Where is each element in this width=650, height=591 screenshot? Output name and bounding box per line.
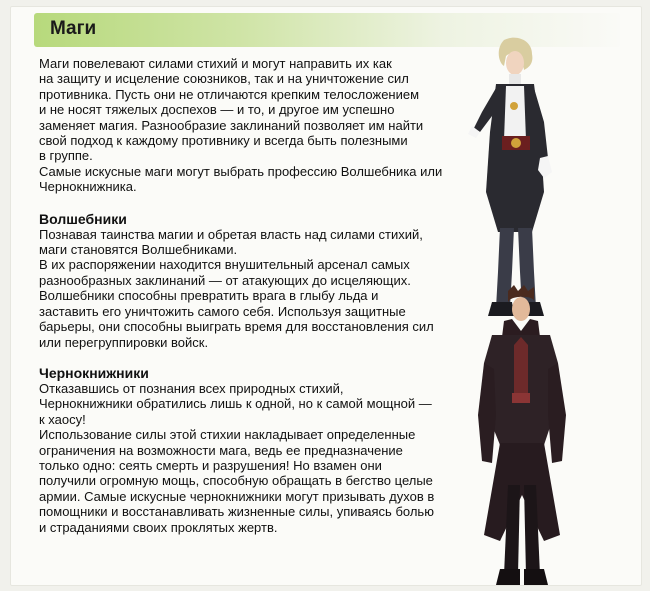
text-line: Самые искусные маги могут выбрать профессию Волшебника или [39,163,443,179]
text-line: или перегруппировки войск. [39,334,209,350]
warlocks-paragraph [39,381,444,535]
text-line: и страданиями своих проклятых жертв. [39,519,278,535]
warlock-character-image [474,285,569,587]
text-line: барьеры, они способны выиграть время для восстановления сил [39,319,434,335]
text-line: к хаосу! [39,411,86,427]
text-line: Использование силы этой стихии накладывает определенные [39,427,416,443]
warlocks-heading: Чернокнижники [39,364,149,381]
text-line: заменяет магия. Разнообразие заклинаний позволяет им найти [39,117,424,133]
text-line: свой подход к каждому противнику и всегда быть полезными [39,133,408,149]
text-line: Отказавшись от познания всех природных стихий, [39,380,344,396]
wizards-paragraph [39,227,444,350]
text-line: Чернокнижника. [39,179,137,195]
intro-paragraph [39,56,444,195]
text-line: противника. Пусть они не отличаются крепким телосложением [39,86,420,102]
text-line: армии. Самые искусные чернокнижники могут призывать духов в [39,488,435,504]
text-line: разнообразных заклинаний — от атакующих до исцеляющих. [39,272,411,288]
text-line: Маги повелевают силами стихий и могут направить их как [39,56,392,71]
text-line: на защиту и исцеление союзников, так и на уничтожение сил [39,71,409,87]
text-line: В их распоряжении находится внушительный арсенал самых [39,257,410,273]
wizards-heading: Волшебники [39,210,127,227]
text-line: заставить его уничтожить самого себя. Используя защитные [39,303,406,319]
text-line: помощники и восстанавливать жизненные силы, упиваясь болью [39,504,434,520]
article-text [39,56,444,535]
text-line: и не носят тяжелых доспехов — и то, и другое им успешно [39,102,395,118]
text-line: получили огромную мощь, способную обращать в бегство целые [39,473,433,489]
mage-character-image [452,32,562,317]
text-line: Чернокнижники обратились лишь к одной, но к самой мощной — [39,396,432,412]
page-title: Маги [50,18,97,39]
text-line: Познавая таинства магии и обретая власть над силами стихий, [39,226,423,242]
text-line: ограничения на возможности мага, ведь ее предназначение [39,442,403,458]
text-line: маги становятся Волшебниками. [39,242,238,258]
text-line: только одно: сеять смерть и разрушения! Но взамен они [39,457,382,473]
text-line: в группе. [39,148,93,164]
text-line: Волшебники способны превратить врага в глыбу льда и [39,288,379,304]
